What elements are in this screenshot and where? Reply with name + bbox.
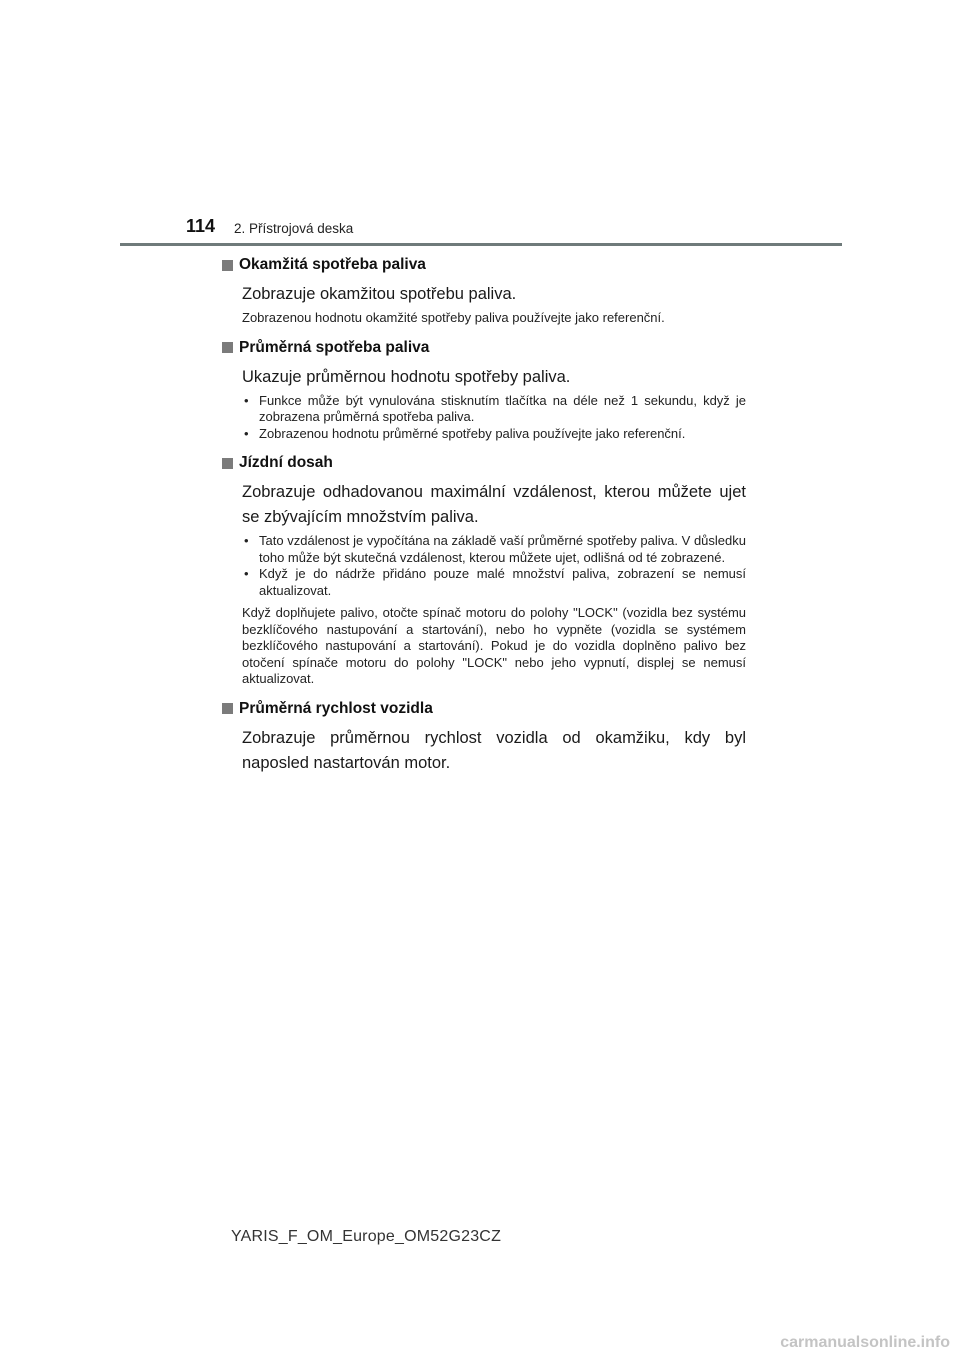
section-instant-fuel	[222, 254, 746, 327]
square-bullet-icon	[222, 342, 233, 353]
section-heading	[222, 337, 746, 359]
section-average-fuel	[222, 337, 746, 443]
footer-text: YARIS_F_OM_Europe_OM52G23CZ	[230, 1228, 502, 1245]
list-item-text: Když je do nádrže přidáno pouze malé množství paliva, zobrazení se nemusí aktualizovat.	[259, 566, 746, 598]
section-average-speed	[222, 698, 746, 776]
page-content	[222, 254, 746, 786]
chapter-title: 2. Přístrojová deska	[234, 221, 354, 236]
section-heading	[222, 698, 746, 720]
section-body: Ukazuje průměrnou hodnotu spotřeby paliva.	[242, 367, 571, 386]
section-body: Zobrazuje okamžitou spotřebu paliva.	[242, 285, 517, 303]
section-title: Jízdní dosah	[239, 454, 333, 471]
section-note: Zobrazenou hodnotu okamžité spotřeby paliva používejte jako referenční.	[242, 310, 665, 325]
watermark: carmanualsonline.info	[780, 1334, 950, 1351]
section-note: Když doplňujete palivo, otočte spínač motoru do polohy "LOCK" (vozidla bez systému bezklíčového nastupování a startování), nebo ho vypněte (vozidla se systémem bezklíčového nastupování a startování). Pokud je do vozidla doplněno palivo bez otočení spínače motoru do polohy "LOCK" nebo jeho vypnutí, displej se nemusí aktualizovat.	[242, 605, 746, 686]
section-heading	[222, 254, 746, 276]
section-body: Zobrazuje průměrnou rychlost vozidla od okamžiku, kdy byl naposled nastartován motor.	[242, 728, 746, 772]
document-footer	[0, 1228, 960, 1246]
bullet-list	[242, 533, 746, 599]
list-item	[242, 426, 746, 443]
list-item	[242, 566, 746, 599]
list-item-text: Zobrazenou hodnotu průměrné spotřeby paliva používejte jako referenční.	[259, 425, 686, 441]
bullet-dot-icon: •	[244, 392, 249, 408]
page-number: 114	[186, 216, 216, 236]
square-bullet-icon	[222, 703, 233, 714]
section-body: Zobrazuje odhadovanou maximální vzdálenost, kterou můžete ujet se zbývajícím množstvím paliva.	[242, 483, 746, 526]
section-driving-range	[222, 452, 746, 688]
square-bullet-icon	[222, 260, 233, 271]
square-bullet-icon	[222, 458, 233, 469]
list-item	[242, 533, 746, 566]
section-title: Okamžitá spotřeba paliva	[239, 256, 426, 273]
bullet-dot-icon: •	[244, 425, 249, 441]
header-rule	[120, 243, 842, 246]
bullet-list	[242, 393, 746, 443]
bullet-dot-icon: •	[244, 533, 249, 548]
section-title: Průměrná rychlost vozidla	[239, 699, 433, 717]
list-item-text: Tato vzdálenost je vypočítána na základě vaší průměrné spotřeby paliva. V důsledku toho může být skutečná vzdálenost, kterou můžete ujet, odlišná od té zobrazené.	[259, 533, 746, 565]
list-item	[242, 393, 746, 426]
list-item-text: Funkce může být vynulována stisknutím tlačítka na déle než 1 sekundu, když je zobrazena průměrná spotřeba paliva.	[259, 392, 746, 424]
bullet-dot-icon: •	[244, 566, 249, 581]
section-heading	[222, 452, 746, 474]
section-title: Průměrná spotřeba paliva	[239, 338, 430, 356]
